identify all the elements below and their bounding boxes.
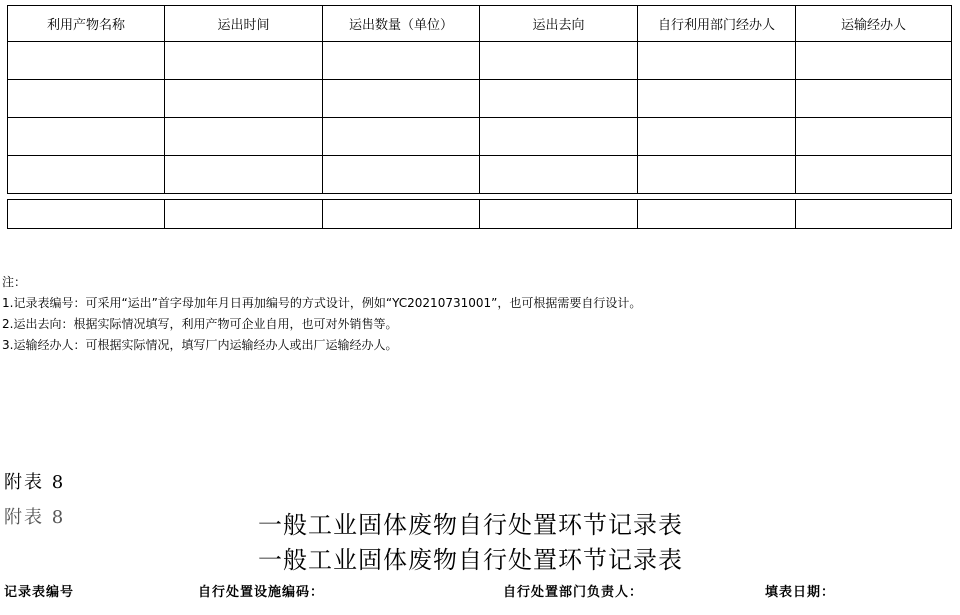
note-item: 3.运输经办人：可根据实际情况，填写厂内运输经办人或出厂运输经办人。 — [2, 338, 398, 352]
table-cell[interactable] — [638, 156, 796, 194]
record-number-label: 记录表编号 — [4, 585, 75, 600]
usage-record-table — [7, 5, 952, 194]
header-product-name: 利用产物名称 — [8, 6, 165, 42]
table-cell[interactable] — [638, 200, 796, 229]
table-header-row — [8, 6, 952, 42]
header-transport-handler: 运输经办人 — [796, 6, 952, 42]
table-cell[interactable] — [8, 42, 165, 80]
table-cell[interactable] — [165, 200, 323, 229]
table-row — [8, 42, 952, 80]
table-cell[interactable] — [796, 80, 952, 118]
table-cell[interactable] — [165, 42, 323, 80]
table-cell[interactable] — [323, 118, 480, 156]
table-cell[interactable] — [323, 200, 480, 229]
header-destination: 运出去向 — [480, 6, 638, 42]
notes-section — [2, 272, 641, 356]
header-dept-handler: 自行利用部门经办人 — [638, 6, 796, 42]
note-item: 2.运出去向：根据实际情况填写，利用产物可企业自用，也可对外销售等。 — [2, 317, 398, 331]
fill-date-label: 填表日期： — [765, 585, 836, 600]
table-row — [8, 118, 952, 156]
facility-code-label: 自行处置设施编码： — [198, 585, 325, 600]
table-cell[interactable] — [8, 80, 165, 118]
appendix-label-repeat: 附表 8 — [4, 507, 66, 528]
table-cell[interactable] — [638, 118, 796, 156]
table-cell[interactable] — [796, 200, 952, 229]
table-cell[interactable] — [480, 42, 638, 80]
dept-head-label: 自行处置部门负责人： — [503, 585, 644, 600]
table-cell[interactable] — [480, 200, 638, 229]
page-break-overlap — [0, 503, 960, 539]
table-cell[interactable] — [480, 118, 638, 156]
form-title: 一般工业固体废物自行处置环节记录表 — [258, 546, 683, 574]
table-cell[interactable] — [323, 156, 480, 194]
header-shipment-time: 运出时间 — [165, 6, 323, 42]
table-row — [8, 200, 952, 229]
table-cell[interactable] — [323, 80, 480, 118]
table-cell[interactable] — [165, 156, 323, 194]
table-cell[interactable] — [638, 42, 796, 80]
table-cell[interactable] — [323, 42, 480, 80]
table-row — [8, 80, 952, 118]
table-cell[interactable] — [165, 118, 323, 156]
table-cell[interactable] — [8, 118, 165, 156]
appendix-label: 附表 8 — [4, 472, 66, 493]
table-cell[interactable] — [796, 118, 952, 156]
table-cell[interactable] — [638, 80, 796, 118]
table-cell[interactable] — [796, 156, 952, 194]
form-title-repeat: 一般工业固体废物自行处置环节记录表 — [258, 511, 683, 539]
table-cell[interactable] — [165, 80, 323, 118]
table-cell[interactable] — [480, 156, 638, 194]
table-cell[interactable] — [8, 156, 165, 194]
notes-title: 注： — [2, 275, 27, 289]
table-row — [8, 156, 952, 194]
header-shipment-quantity: 运出数量（单位） — [323, 6, 480, 42]
usage-record-table-continued — [7, 199, 952, 229]
table-cell[interactable] — [8, 200, 165, 229]
note-item: 1.记录表编号：可采用“运出”首字母加年月日再加编号的方式设计，例如“YC20210731001”，也可根据需要自行设计。 — [2, 296, 642, 310]
table-cell[interactable] — [796, 42, 952, 80]
table-cell[interactable] — [480, 80, 638, 118]
